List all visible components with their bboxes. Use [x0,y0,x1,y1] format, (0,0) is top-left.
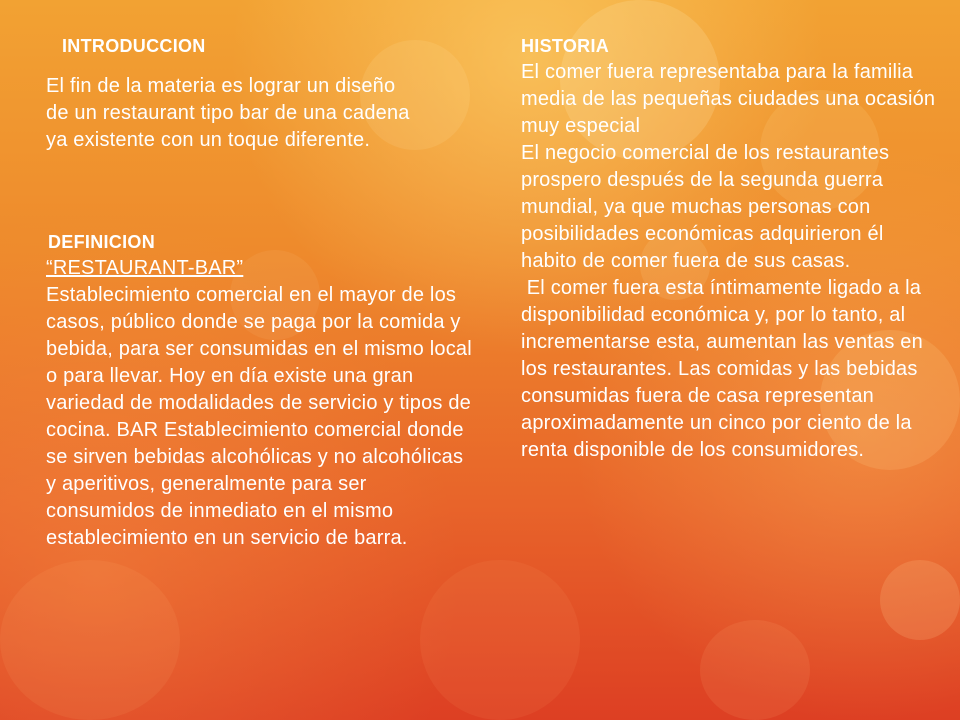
definicion-section [46,229,476,552]
definicion-heading: DEFINICION [48,232,156,252]
historia-paragraph-2: El negocio comercial de los restaurantes prospero después de la segunda guerra mundial, ya que muchas personas con posibilidades económicas adquirieron él habito de comer fuera de sus casas. [521,142,890,272]
historia-section [521,33,941,464]
introduccion-heading: INTRODUCCION [62,36,206,56]
bokeh-circle [700,620,810,720]
bokeh-circle [420,560,580,720]
historia-paragraph-1: El comer fuera representaba para la familia media de las pequeñas ciudades una ocasión muy especial [521,61,936,137]
bokeh-circle [880,560,960,640]
bokeh-circle [0,560,180,720]
definicion-term: “RESTAURANT-BAR” [46,257,244,279]
introduccion-text: El fin de la materia es lograr un diseño de un restaurant tipo bar de una cadena ya existente con un toque diferente. [46,75,410,151]
definicion-text: Establecimiento comercial en el mayor de los casos, público donde se paga por la comida y bebida, para ser consumidas en el mismo local o para llevar. Hoy en día existe una gran variedad de modalidades de servicio y tipos de cocina. BAR Establecimiento comercial donde se sirven bebidas alcohólicas y no alcohólicas y aperitivos, generalmente para ser consumidos de inmediato en el mismo establecimiento en un servicio de barra. [46,284,472,549]
historia-heading: HISTORIA [521,36,610,56]
historia-paragraph-3: El comer fuera esta íntimamente ligado a la disponibilidad económica y, por lo tanto, al incrementarse esta, aumentan las ventas en los restaurantes. Las comidas y las bebidas consumidas fuera de casa representan aproximadamente un cinco por ciento de la renta disponible de los consumidores. [521,277,929,461]
